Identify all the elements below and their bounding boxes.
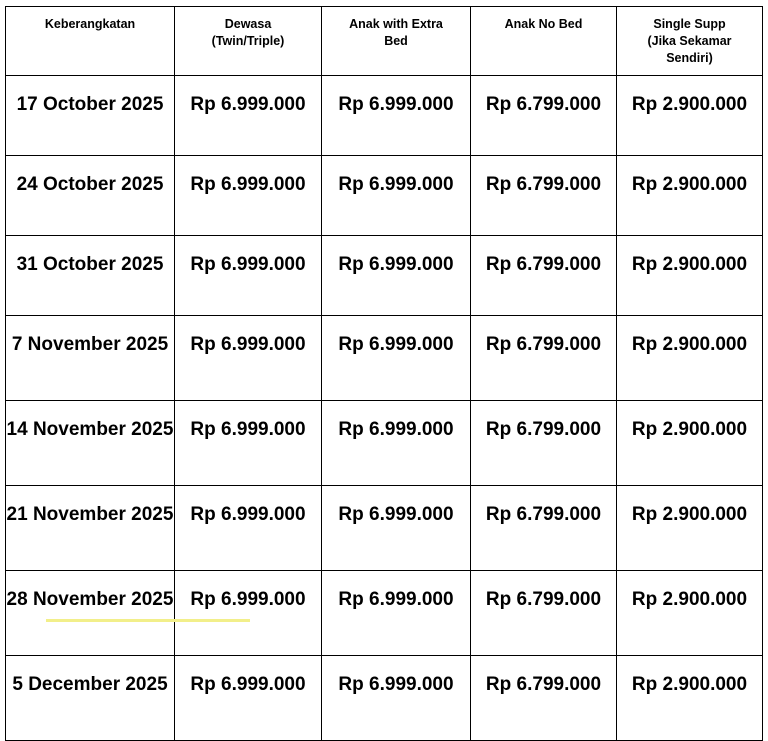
table-row xyxy=(6,236,763,316)
table-row xyxy=(6,76,763,156)
anak-no-bed-price-cell: Rp 6.799.000 xyxy=(471,656,617,741)
anak-no-bed-price-cell: Rp 6.799.000 xyxy=(471,76,617,156)
header-anak-no-bed xyxy=(471,7,617,76)
dewasa-price-cell: Rp 6.999.000 xyxy=(175,571,322,656)
anak-no-bed-price-cell: Rp 6.799.000 xyxy=(471,236,617,316)
anak-extra-bed-price-cell: Rp 6.999.000 xyxy=(322,401,471,486)
price-table xyxy=(5,6,763,741)
header-row xyxy=(6,7,763,76)
anak-extra-bed-price-cell: Rp 6.999.000 xyxy=(322,156,471,236)
single-supp-price-cell: Rp 2.900.000 xyxy=(617,156,763,236)
header-line: Bed xyxy=(384,34,408,48)
table-row xyxy=(6,316,763,401)
anak-extra-bed-price-cell: Rp 6.999.000 xyxy=(322,76,471,156)
header-single-supp xyxy=(617,7,763,76)
table-row xyxy=(6,156,763,236)
table-row xyxy=(6,656,763,741)
single-supp-price-cell: Rp 2.900.000 xyxy=(617,656,763,741)
anak-no-bed-price-cell: Rp 6.799.000 xyxy=(471,486,617,571)
anak-extra-bed-price-cell: Rp 6.999.000 xyxy=(322,486,471,571)
table-row xyxy=(6,401,763,486)
anak-no-bed-price-cell: Rp 6.799.000 xyxy=(471,401,617,486)
header-line: Sendiri) xyxy=(666,51,713,65)
header-line: (Twin/Triple) xyxy=(211,34,285,48)
header-line: Keberangkatan xyxy=(44,17,136,31)
anak-no-bed-price-cell: Rp 6.799.000 xyxy=(471,156,617,236)
single-supp-price-cell: Rp 2.900.000 xyxy=(617,76,763,156)
single-supp-price-cell: Rp 2.900.000 xyxy=(617,486,763,571)
single-supp-price-cell: Rp 2.900.000 xyxy=(617,236,763,316)
header-line: Single Supp xyxy=(653,17,726,31)
anak-extra-bed-price-cell: Rp 6.999.000 xyxy=(322,656,471,741)
header-anak-extra-bed xyxy=(322,7,471,76)
departure-date-cell: 7 November 2025 xyxy=(6,316,175,401)
header-dewasa xyxy=(175,7,322,76)
departure-date-cell: 17 October 2025 xyxy=(6,76,175,156)
departure-date-cell: 5 December 2025 xyxy=(6,656,175,741)
anak-no-bed-price-cell: Rp 6.799.000 xyxy=(471,316,617,401)
dewasa-price-cell: Rp 6.999.000 xyxy=(175,656,322,741)
anak-extra-bed-price-cell: Rp 6.999.000 xyxy=(322,236,471,316)
departure-date-cell: 28 November 2025 xyxy=(6,571,175,656)
header-line: Dewasa xyxy=(224,17,272,31)
header-line: Anak with Extra xyxy=(349,17,443,31)
dewasa-price-cell: Rp 6.999.000 xyxy=(175,236,322,316)
header-keberangkatan xyxy=(6,7,175,76)
single-supp-price-cell: Rp 2.900.000 xyxy=(617,571,763,656)
departure-date-cell: 24 October 2025 xyxy=(6,156,175,236)
header-line: (Jika Sekamar xyxy=(647,34,732,48)
single-supp-price-cell: Rp 2.900.000 xyxy=(617,401,763,486)
departure-date-cell: 31 October 2025 xyxy=(6,236,175,316)
departure-date-cell: 14 November 2025 xyxy=(6,401,175,486)
dewasa-price-cell: Rp 6.999.000 xyxy=(175,76,322,156)
dewasa-price-cell: Rp 6.999.000 xyxy=(175,401,322,486)
table-row xyxy=(6,571,763,656)
dewasa-price-cell: Rp 6.999.000 xyxy=(175,316,322,401)
table-row xyxy=(6,486,763,571)
header-line: Anak No Bed xyxy=(504,17,583,31)
anak-extra-bed-price-cell: Rp 6.999.000 xyxy=(322,316,471,401)
dewasa-price-cell: Rp 6.999.000 xyxy=(175,486,322,571)
anak-extra-bed-price-cell: Rp 6.999.000 xyxy=(322,571,471,656)
anak-no-bed-price-cell: Rp 6.799.000 xyxy=(471,571,617,656)
departure-date-cell: 21 November 2025 xyxy=(6,486,175,571)
single-supp-price-cell: Rp 2.900.000 xyxy=(617,316,763,401)
dewasa-price-cell: Rp 6.999.000 xyxy=(175,156,322,236)
